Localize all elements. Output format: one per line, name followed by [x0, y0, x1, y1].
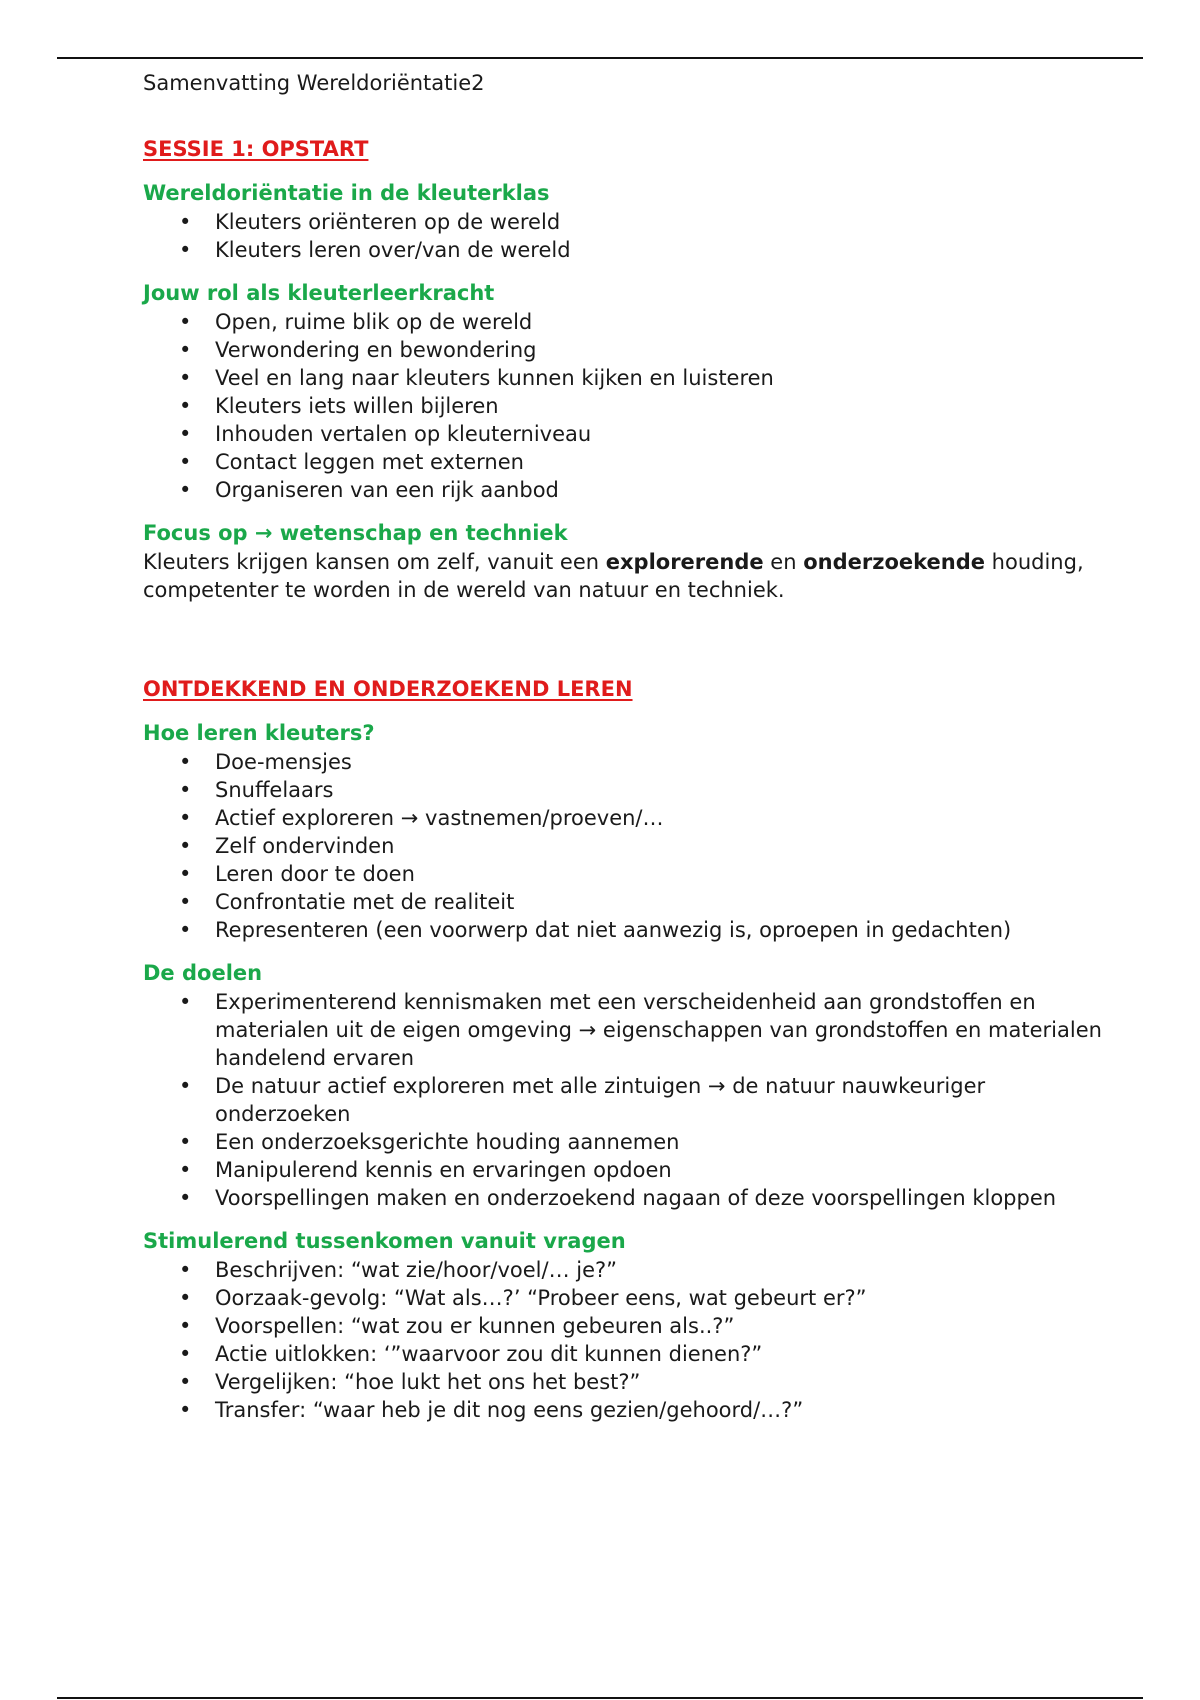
list-item — [143, 236, 1103, 264]
list-item — [143, 336, 1103, 364]
paragraph-bold-explorerende: explorerende — [605, 550, 764, 574]
list-item — [143, 1396, 1103, 1424]
bullet-icon: • — [179, 1158, 192, 1182]
list-item-text: Verwondering en bewondering — [215, 338, 537, 362]
list-item — [143, 748, 1103, 776]
list-item — [143, 1340, 1103, 1368]
paragraph-text: en — [763, 550, 804, 574]
list-item — [143, 1284, 1103, 1312]
list-item — [143, 1156, 1103, 1184]
bullet-icon: • — [179, 450, 192, 474]
list-item — [143, 888, 1103, 916]
list-item-text: Representeren (een voorwerp dat niet aanwezig is, oproepen in gedachten) — [215, 918, 1012, 942]
subheading-focus: Focus op → wetenschap en techniek — [143, 521, 568, 545]
list-item — [143, 364, 1103, 392]
list-item — [143, 420, 1103, 448]
paragraph-text: houding, competenter te worden in de wereld van natuur en techniek. — [143, 550, 1084, 602]
bullet-icon: • — [179, 1130, 192, 1154]
subheading-rol-kleuterleerkracht: Jouw rol als kleuterleerkracht — [143, 281, 495, 305]
list-item-text: Contact leggen met externen — [215, 450, 524, 474]
list-item-text: Voorspellingen maken en onderzoekend nagaan of deze voorspellingen kloppen — [215, 1186, 1057, 1210]
list-item — [143, 1256, 1103, 1284]
list-item-text: Veel en lang naar kleuters kunnen kijken en luisteren — [215, 366, 774, 390]
list-item-text: Kleuters iets willen bijleren — [215, 394, 499, 418]
document-body — [143, 66, 1103, 1424]
list-item-text: Confrontatie met de realiteit — [215, 890, 515, 914]
list-item — [143, 1072, 1103, 1128]
list-item-text: Inhouden vertalen op kleuterniveau — [215, 422, 592, 446]
list-item-text: Leren door te doen — [215, 862, 415, 886]
list-item-text: Actie uitlokken: ‘”waarvoor zou dit kunnen dienen?” — [215, 1342, 763, 1366]
list-item-text: Zelf ondervinden — [215, 834, 395, 858]
subheading-hoe-leren-kleuters: Hoe leren kleuters? — [143, 721, 375, 745]
list-stimulerend-tussenkomen — [143, 1256, 1103, 1424]
bullet-icon: • — [179, 834, 192, 858]
top-rule — [57, 57, 1143, 59]
bullet-icon: • — [179, 422, 192, 446]
list-item — [143, 392, 1103, 420]
list-item-text: Beschrijven: “wat zie/hoor/voel/… je?” — [215, 1258, 618, 1282]
bullet-icon: • — [179, 806, 192, 830]
bullet-icon: • — [179, 394, 192, 418]
list-item-text: Kleuters oriënteren op de wereld — [215, 210, 561, 234]
list-item-text: Transfer: “waar heb je dit nog eens gezien/gehoord/…?” — [215, 1398, 804, 1422]
list-item — [143, 1312, 1103, 1340]
list-item-text: Actief exploreren → vastnemen/proeven/… — [215, 806, 664, 830]
list-item — [143, 476, 1103, 504]
section-title-opstart: SESSIE 1: OPSTART — [143, 137, 369, 161]
bullet-icon: • — [179, 990, 192, 1014]
list-item-text: Doe-mensjes — [215, 750, 352, 774]
bullet-icon: • — [179, 1286, 192, 1310]
bullet-icon: • — [179, 918, 192, 942]
bullet-icon: • — [179, 478, 192, 502]
paragraph-bold-onderzoekende: onderzoekende — [803, 550, 985, 574]
bullet-icon: • — [179, 862, 192, 886]
list-item — [143, 832, 1103, 860]
list-item — [143, 916, 1103, 944]
subheading-stimulerend-tussenkomen: Stimulerend tussenkomen vanuit vragen — [143, 1229, 626, 1253]
bullet-icon: • — [179, 750, 192, 774]
list-item — [143, 1368, 1103, 1396]
list-item-text: Een onderzoeksgerichte houding aannemen — [215, 1130, 680, 1154]
list-rol-kleuterleerkracht — [143, 308, 1103, 504]
bullet-icon: • — [179, 310, 192, 334]
list-item-text: Open, ruime blik op de wereld — [215, 310, 533, 334]
list-item — [143, 208, 1103, 236]
bullet-icon: • — [179, 1186, 192, 1210]
list-item — [143, 804, 1103, 832]
bullet-icon: • — [179, 1314, 192, 1338]
bullet-icon: • — [179, 238, 192, 262]
list-item — [143, 860, 1103, 888]
list-item — [143, 1184, 1103, 1212]
bullet-icon: • — [179, 1342, 192, 1366]
list-item — [143, 448, 1103, 476]
list-de-doelen — [143, 988, 1103, 1212]
list-wereldorientatie — [143, 208, 1103, 264]
page-header: Samenvatting Wereldoriëntatie2 — [143, 71, 485, 95]
bullet-icon: • — [179, 890, 192, 914]
list-item — [143, 988, 1103, 1072]
bullet-icon: • — [179, 338, 192, 362]
subheading-de-doelen: De doelen — [143, 961, 263, 985]
section-title-ontdekkend-leren: ONTDEKKEND EN ONDERZOEKEND LEREN — [143, 677, 633, 701]
bullet-icon: • — [179, 1370, 192, 1394]
subheading-wereldorientatie: Wereldoriëntatie in de kleuterklas — [143, 181, 550, 205]
list-item-text: Experimenterend kennismaken met een verscheidenheid aan grondstoffen en materialen uit de eigen omgeving → eigenschappen van grondstoffen en materialen handelend ervaren — [215, 990, 1102, 1070]
list-item — [143, 776, 1103, 804]
bullet-icon: • — [179, 778, 192, 802]
paragraph-text: Kleuters krijgen kansen om zelf, vanuit een — [143, 550, 606, 574]
list-item-text: Vergelijken: “hoe lukt het ons het best?” — [215, 1370, 641, 1394]
list-item-text: Manipulerend kennis en ervaringen opdoen — [215, 1158, 672, 1182]
bullet-icon: • — [179, 1074, 192, 1098]
list-item-text: Organiseren van een rijk aanbod — [215, 478, 559, 502]
list-item — [143, 308, 1103, 336]
list-item-text: Voorspellen: “wat zou er kunnen gebeuren als..?” — [215, 1314, 735, 1338]
bullet-icon: • — [179, 1398, 192, 1422]
list-hoe-leren-kleuters — [143, 748, 1103, 944]
bullet-icon: • — [179, 210, 192, 234]
list-item-text: Oorzaak-gevolg: “Wat als…?’ “Probeer eens, wat gebeurt er?” — [215, 1286, 867, 1310]
bottom-rule — [57, 1697, 1143, 1699]
list-item-text: Snuffelaars — [215, 778, 334, 802]
bullet-icon: • — [179, 1258, 192, 1282]
list-item-text: De natuur actief exploreren met alle zintuigen → de natuur nauwkeuriger onderzoeken — [215, 1074, 986, 1126]
list-item-text: Kleuters leren over/van de wereld — [215, 238, 571, 262]
paragraph-focus — [143, 548, 1103, 604]
bullet-icon: • — [179, 366, 192, 390]
list-item — [143, 1128, 1103, 1156]
